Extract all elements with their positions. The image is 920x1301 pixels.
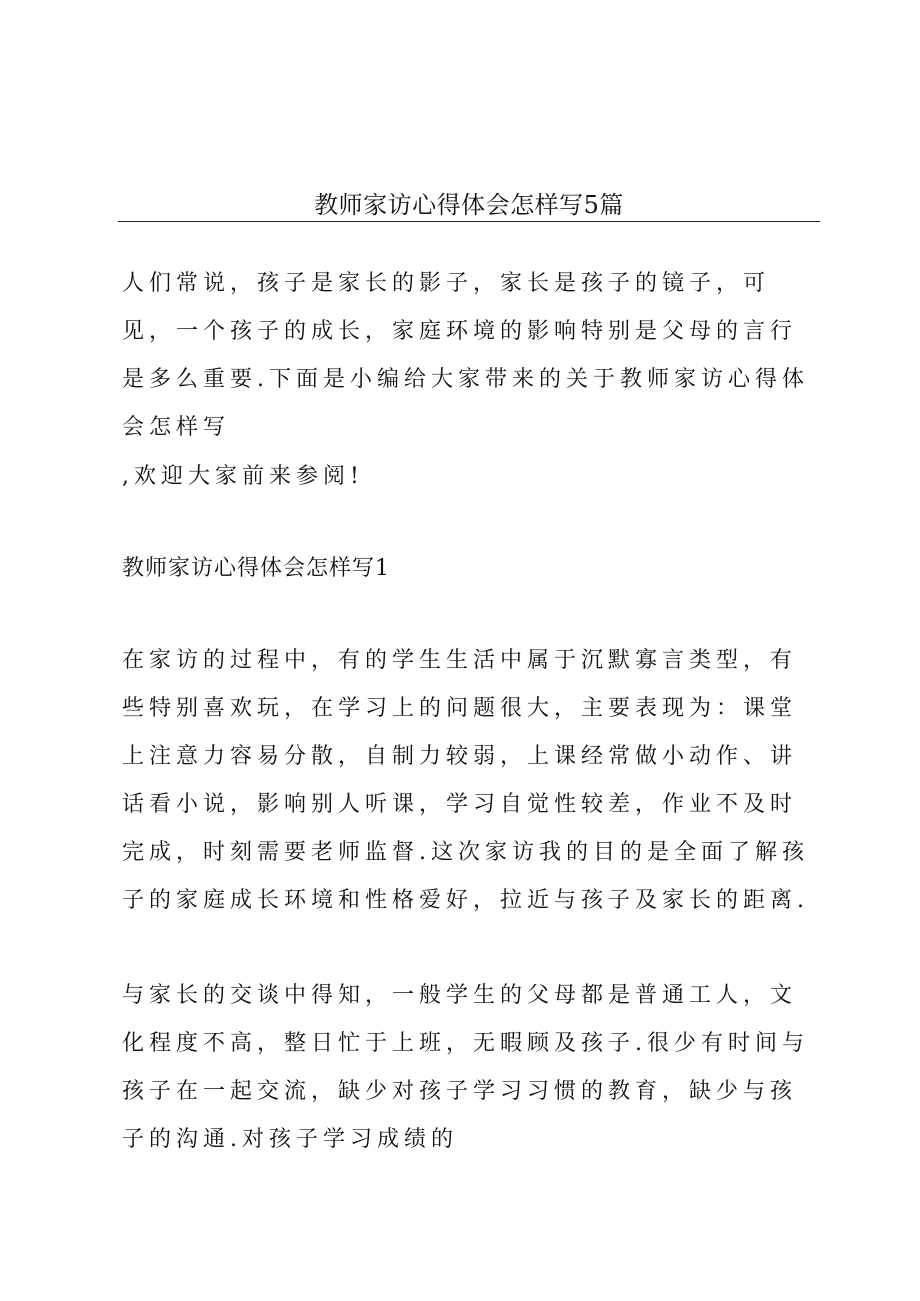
welcome-line: ,欢迎大家前来参阅! bbox=[122, 464, 364, 489]
title-underline bbox=[118, 221, 820, 222]
section-heading: 教师家访心得体会怎样写1 bbox=[122, 556, 390, 581]
body-paragraph: 在家访的过程中，有的学生生活中属于沉默寡言类型，有些特别喜欢玩，在学习上的问题很大，主要表现为：课堂上注意力容易分散，自制力较弱，上课经常做小动作、讲话看小说，影响别人听课，学习自觉性较差，作业不及时完成，时刻需要老师监督.这次家访我的目的是全面了解孩子的家庭成长环境和性格爱好，拉近与孩子及家长的距离. bbox=[122, 648, 809, 913]
body-paragraph: 与家长的交谈中得知，一般学生的父母都是普通工人，文化程度不高，整日忙于上班，无暇顾及孩子.很少有时间与孩子在一起交流，缺少对孩子学习习惯的教育，缺少与孩子的沟通.对孩子学习成绩的 bbox=[122, 983, 809, 1152]
title-block bbox=[118, 188, 820, 222]
document-title: 教师家访心得体会怎样写5篇 bbox=[314, 191, 624, 219]
intro-paragraph: 人们常说，孩子是家长的影子，家长是孩子的镜子，可见，一个孩子的成长，家庭环境的影响特别是父母的言行是多么重要.下面是小编给大家带来的关于教师家访心得体会怎样写 bbox=[122, 271, 809, 440]
